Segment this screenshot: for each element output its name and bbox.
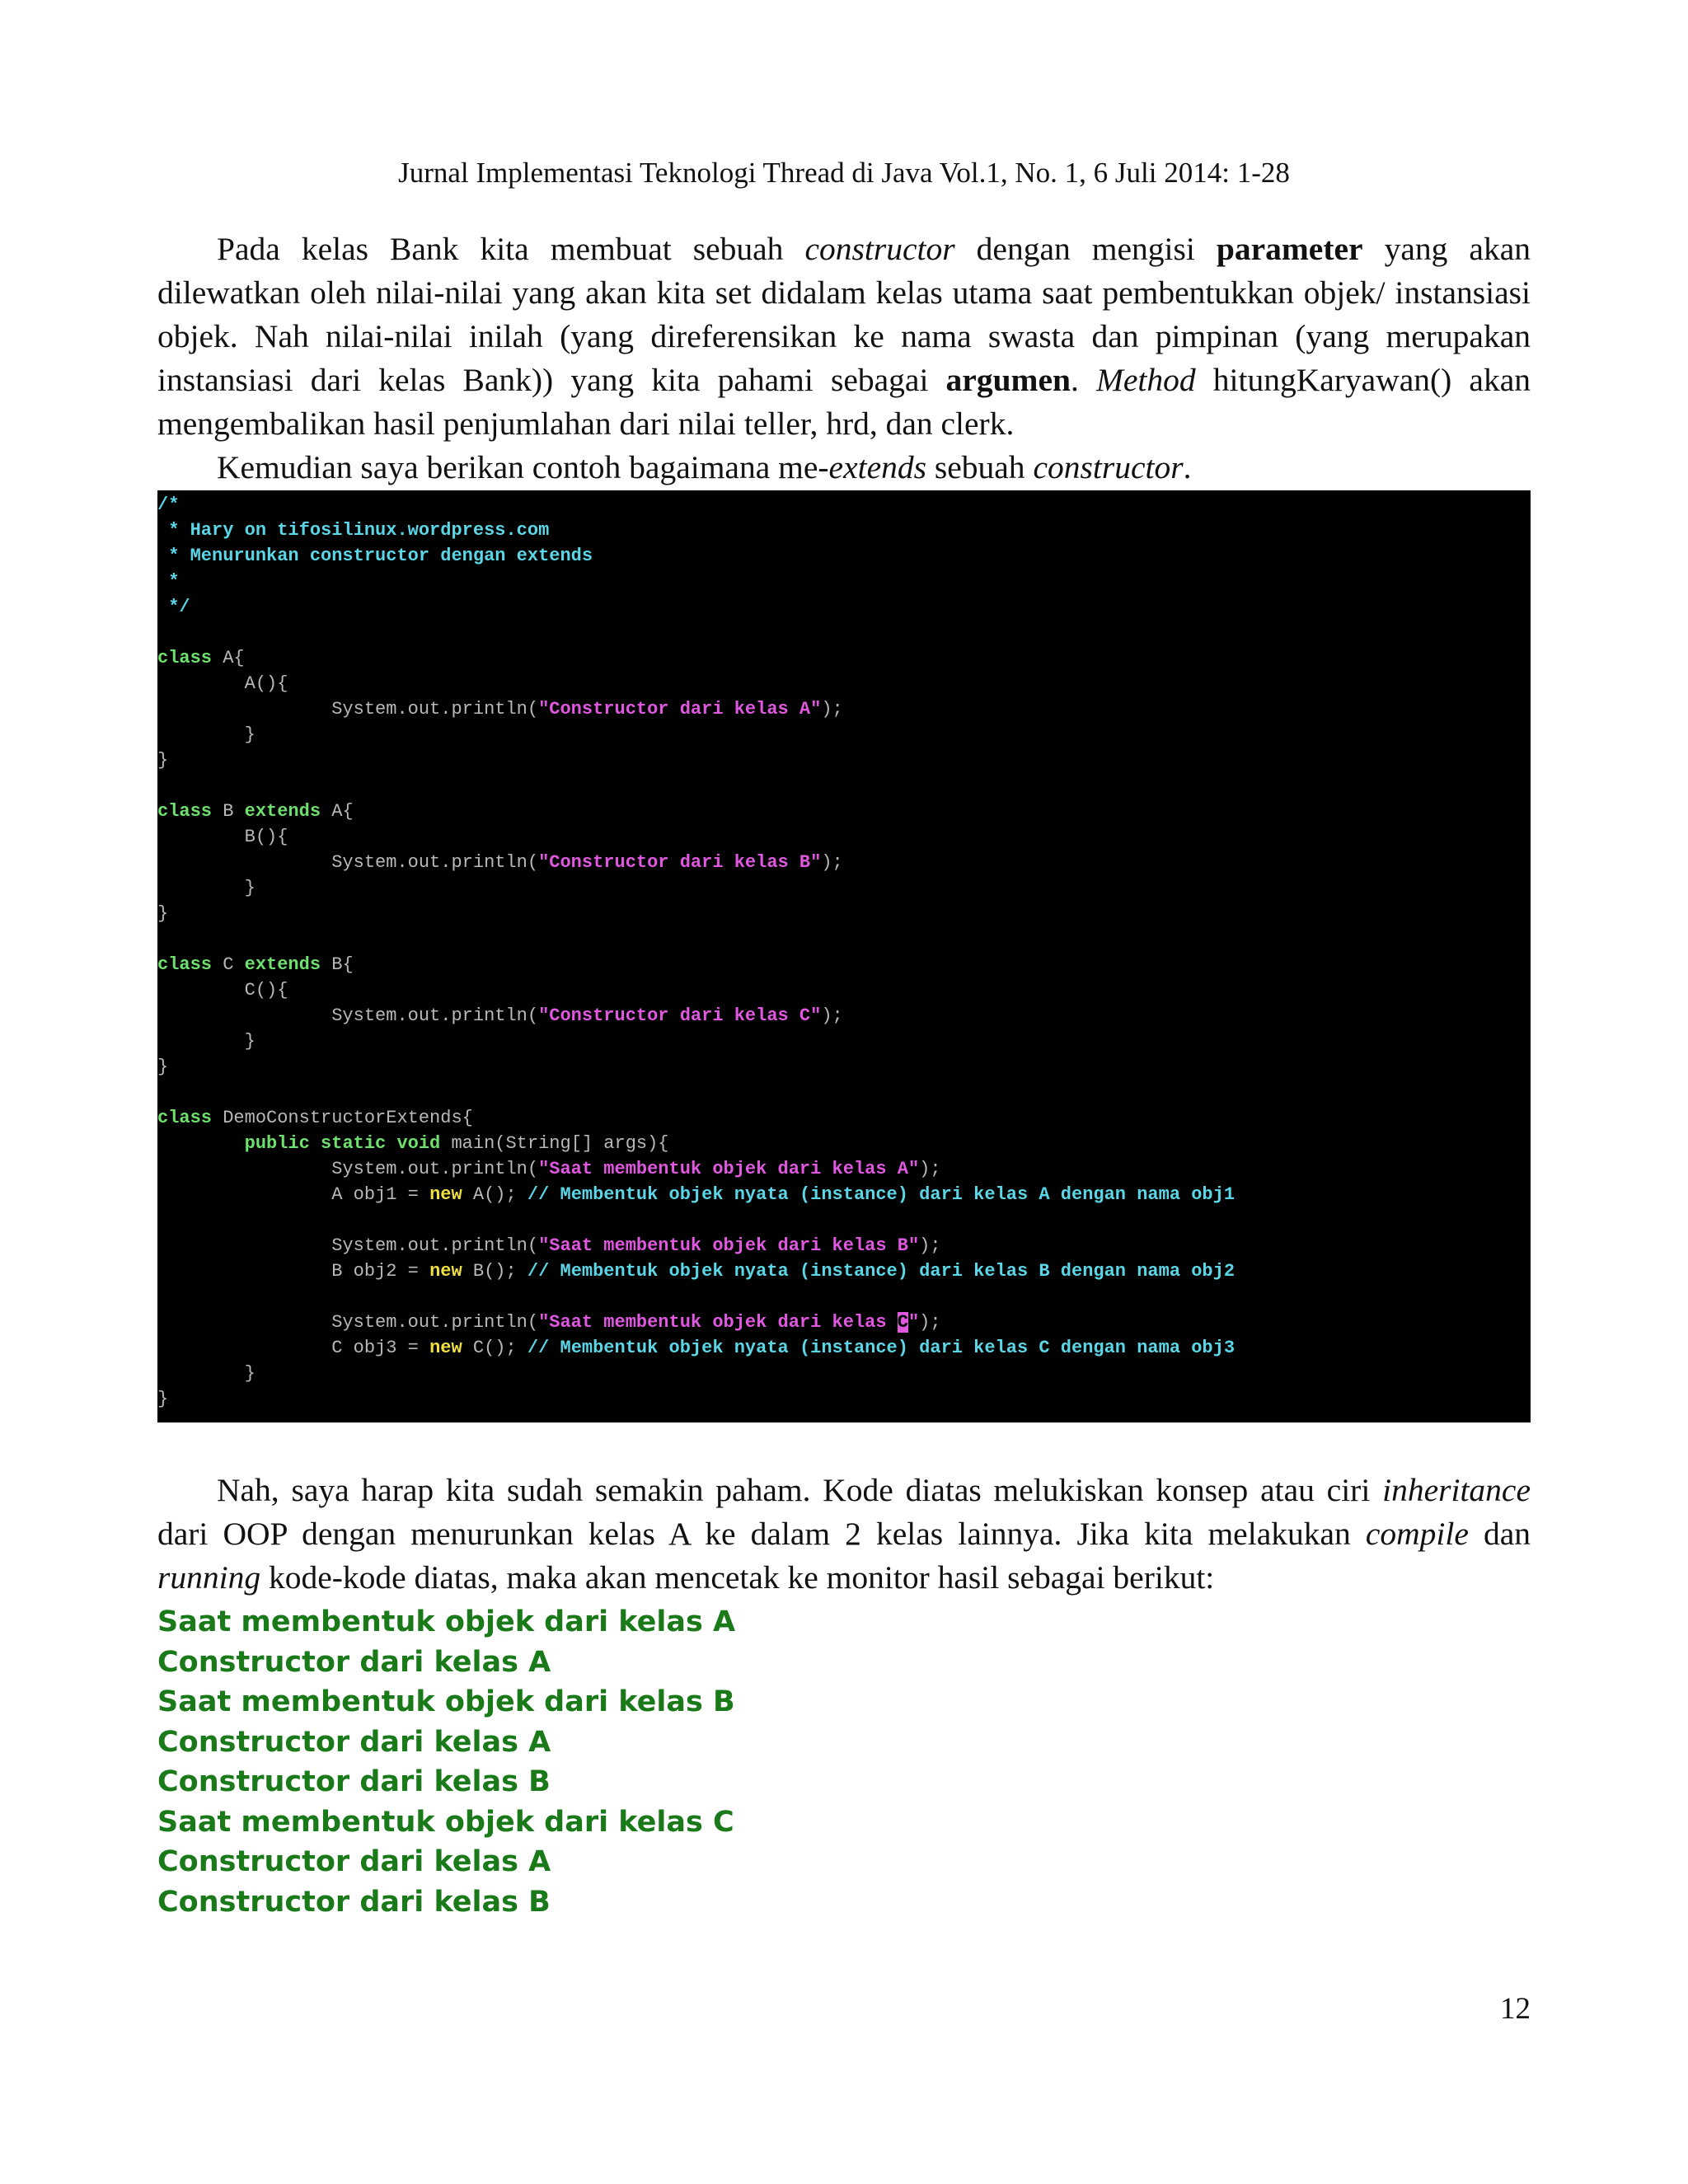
code-token-plain: } xyxy=(157,1389,169,1409)
code-line xyxy=(157,492,1531,518)
code-line xyxy=(157,748,1531,773)
code-token-keyword: extends xyxy=(244,801,321,822)
code-token-plain: ); xyxy=(821,852,843,873)
code-token-new: new xyxy=(429,1184,462,1205)
program-output xyxy=(157,1602,735,1922)
output-line: Saat membentuk objek dari kelas A xyxy=(157,1605,736,1638)
code-token-new: new xyxy=(429,1261,462,1282)
code-token-plain: A(){ xyxy=(157,673,288,694)
code-line xyxy=(157,1080,1531,1105)
code-line xyxy=(157,543,1531,569)
code-token-plain: } xyxy=(157,1057,169,1077)
code-token-plain: } xyxy=(157,1031,256,1052)
code-token-plain: ); xyxy=(919,1235,941,1256)
code-line xyxy=(157,620,1531,645)
code-line xyxy=(157,1284,1531,1310)
code-token-string: "Constructor dari kelas A" xyxy=(538,699,822,719)
code-token-comment: /* xyxy=(157,494,180,515)
output-line: Constructor dari kelas A xyxy=(157,1645,551,1679)
code-line xyxy=(157,518,1531,543)
code-screenshot xyxy=(157,490,1531,1422)
code-token-comment: */ xyxy=(157,597,190,617)
code-token-plain: DemoConstructorExtends{ xyxy=(212,1108,473,1128)
code-line xyxy=(157,799,1531,824)
code-token-plain: } xyxy=(157,724,256,745)
code-token-plain: B xyxy=(212,801,245,822)
code-token-plain: C obj3 = xyxy=(157,1338,430,1358)
code-token-comment: * xyxy=(157,571,180,592)
code-token-keyword: class xyxy=(157,801,213,822)
code-line xyxy=(157,977,1531,1003)
code-line xyxy=(157,722,1531,748)
code-token-string: "Saat membentuk objek dari kelas xyxy=(538,1312,898,1333)
code-line xyxy=(157,1335,1531,1361)
code-token-plain: System.out.println( xyxy=(157,1005,539,1026)
code-token-plain: System.out.println( xyxy=(157,1235,539,1256)
output-line: Saat membentuk objek dari kelas C xyxy=(157,1805,734,1839)
code-line xyxy=(157,952,1531,977)
code-line xyxy=(157,1003,1531,1029)
code-token-plain: A{ xyxy=(321,801,354,822)
code-line xyxy=(157,926,1531,952)
code-token-plain: A(); xyxy=(462,1184,528,1205)
page-number: 12 xyxy=(1500,1992,1531,2026)
code-line xyxy=(157,773,1531,799)
output-line: Constructor dari kelas B xyxy=(157,1885,551,1919)
paragraph-constructor-parameter: Pada kelas Bank kita membuat sebuah constructor dengan mengisi parameter yang akan dilewatkan oleh nilai-nilai yang akan kita set didalam kelas utama saat pembentukkan objek/ instansiasi objek. Nah nilai-nilai inilah (yang direferensikan ke nama swasta dan pimpinan (yang merupakan instansiasi dari kelas Bank)) yang kita pahami sebagai argumen. Method hitungKaryawan() akan mengembalikan hasil penjumlahan dari nilai teller, hrd, dan clerk. xyxy=(157,231,1531,442)
code-token-plain: } xyxy=(157,878,256,898)
paragraph-extends-intro: Kemudian saya berikan contoh bagaimana me-extends sebuah constructor. xyxy=(217,449,1192,485)
prose-block-top xyxy=(157,227,1531,490)
code-token-plain: C(); xyxy=(462,1338,528,1358)
code-token-plain: System.out.println( xyxy=(157,1312,539,1333)
code-token-plain: A obj1 = xyxy=(157,1184,430,1205)
code-token-plain: C(){ xyxy=(157,980,288,1001)
code-token-string: " xyxy=(907,1312,920,1333)
output-line: Constructor dari kelas A xyxy=(157,1845,551,1878)
code-token-plain: ); xyxy=(919,1159,941,1179)
code-line xyxy=(157,1156,1531,1182)
code-token-comment: // Membentuk objek nyata (instance) dari kelas C dengan nama obj3 xyxy=(527,1338,1236,1358)
code-token-plain: ); xyxy=(821,1005,843,1026)
code-token-plain: } xyxy=(157,1363,256,1384)
output-line: Constructor dari kelas B xyxy=(157,1765,551,1798)
code-line xyxy=(157,1029,1531,1054)
code-token-comment: * Hary on tifosilinux.wordpress.com xyxy=(157,520,550,541)
prose-block-bottom xyxy=(157,1469,1531,1600)
code-token-string: "Constructor dari kelas B" xyxy=(538,852,822,873)
code-line xyxy=(157,875,1531,901)
code-line xyxy=(157,850,1531,875)
output-line: Constructor dari kelas A xyxy=(157,1725,551,1759)
code-line xyxy=(157,1361,1531,1386)
code-line xyxy=(157,1207,1531,1233)
code-token-plain: System.out.println( xyxy=(157,1159,539,1179)
code-token-string: "Constructor dari kelas C" xyxy=(538,1005,822,1026)
code-token-string: "Saat membentuk objek dari kelas B" xyxy=(538,1235,920,1256)
code-token-string: "Saat membentuk objek dari kelas A" xyxy=(538,1159,920,1179)
code-line xyxy=(157,1131,1531,1156)
code-line xyxy=(157,1182,1531,1207)
code-line xyxy=(157,569,1531,594)
code-token-plain: B obj2 = xyxy=(157,1261,430,1282)
code-token-keyword: extends xyxy=(244,954,321,975)
code-line xyxy=(157,1310,1531,1335)
code-line xyxy=(157,1258,1531,1284)
code-token-plain: ); xyxy=(919,1312,941,1333)
code-line xyxy=(157,594,1531,620)
code-token-new: new xyxy=(429,1338,462,1358)
code-line xyxy=(157,671,1531,696)
code-token-plain: A{ xyxy=(212,648,245,668)
code-line xyxy=(157,1054,1531,1080)
code-token-plain: main(String[] args){ xyxy=(440,1133,669,1154)
code-token-plain: } xyxy=(157,750,169,771)
code-token-plain: C xyxy=(212,954,245,975)
code-token-plain xyxy=(157,1133,245,1154)
code-token-plain: B{ xyxy=(321,954,354,975)
code-token-plain: System.out.println( xyxy=(157,699,539,719)
code-line xyxy=(157,824,1531,850)
code-line xyxy=(157,901,1531,926)
paragraph-inheritance: Nah, saya harap kita sudah semakin paham. Kode diatas melukiskan konsep atau ciri inheritance dari OOP dengan menurunkan kelas A ke dalam 2 kelas lainnya. Jika kita melakukan compile dan running kode-kode diatas, maka akan mencetak ke monitor hasil sebagai berikut: xyxy=(157,1472,1531,1596)
code-token-keyword: class xyxy=(157,648,213,668)
code-token-keyword: class xyxy=(157,954,213,975)
code-token-plain: B(){ xyxy=(157,827,288,847)
code-token-keyword: class xyxy=(157,1108,213,1128)
code-token-comment: * Menurunkan constructor dengan extends xyxy=(157,546,593,566)
code-token-plain: B(); xyxy=(462,1261,528,1282)
code-token-cursor: C xyxy=(897,1312,908,1333)
code-token-plain: System.out.println( xyxy=(157,852,539,873)
output-line: Saat membentuk objek dari kelas B xyxy=(157,1685,735,1718)
code-token-plain: ); xyxy=(821,699,843,719)
code-line xyxy=(157,696,1531,722)
code-token-comment: // Membentuk objek nyata (instance) dari kelas B dengan nama obj2 xyxy=(527,1261,1236,1282)
code-line xyxy=(157,1233,1531,1258)
code-token-plain: } xyxy=(157,903,169,924)
code-token-keyword: public static void xyxy=(244,1133,441,1154)
code-line xyxy=(157,1386,1531,1412)
running-header: Jurnal Implementasi Teknologi Thread di Java Vol.1, No. 1, 6 Juli 2014: 1-28 xyxy=(398,157,1290,189)
code-token-comment: // Membentuk objek nyata (instance) dari kelas A dengan nama obj1 xyxy=(527,1184,1236,1205)
code-line xyxy=(157,1105,1531,1131)
code-line xyxy=(157,645,1531,671)
